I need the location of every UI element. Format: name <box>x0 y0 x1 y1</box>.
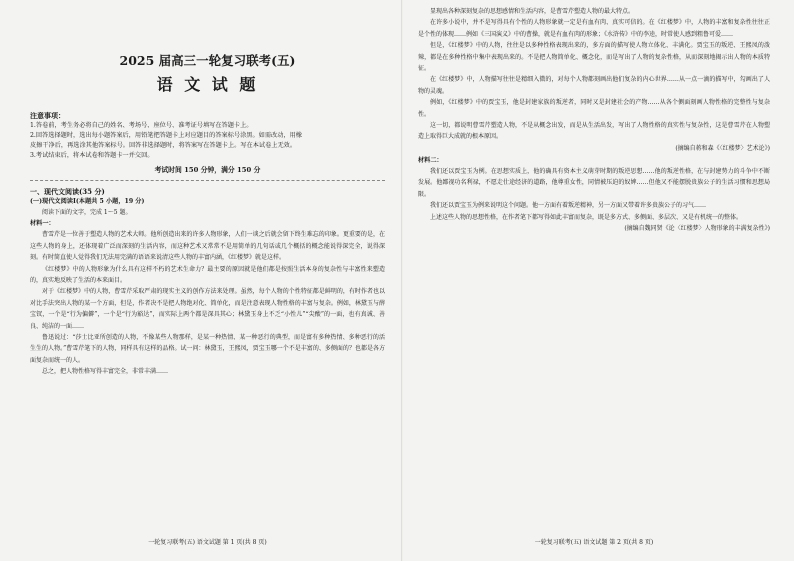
left-page <box>30 6 385 554</box>
note-line: 1.答卷前，考生务必将自己的姓名、考场号、座位号、准考证号填写在答题卡上。 <box>30 122 253 129</box>
right-page <box>418 6 770 554</box>
time-score-line: 考试时间 150 分钟，满分 150 分 <box>154 166 261 174</box>
paragraph: 曹雪芹是一位善于塑造人物的艺术大师。他所创造出来的许多人物形象，人们一谈之后就会留下终生难忘的印象。更重要的是，在这些人物的身上，还体现着广泛而深刻的生活内容，而这种艺术又常常不是用简单的几句话或几个概括的概念能说得深完全，说得深刻。有时简直使人觉得我们无法用完满的语语来说清这些人物的丰富内涵，《红楼梦》就是这样。 <box>30 231 385 262</box>
note-line: 3.考试结束后，将本试卷和答题卡一并交回。 <box>30 152 154 159</box>
paragraph: 《红楼梦》中的人物形象为什么具有这样不朽的艺术生命力？最主要的原因就是他们都是按照生活本身的复杂性与丰富性来塑造的，真实地反映了生活的本来面目。 <box>30 265 385 285</box>
note-line: 2.回答选择题时，选出每小题答案后，用铅笔把答题卡上对应题目的答案标号涂黑。如需改动，用橡 <box>30 132 302 139</box>
paragraph: 对于《红楼梦》中的人物，曹雪芹采取严肃的现实主义的创作方法来处理。虽然，每个人物的个性特征都是鲜明的，有时作者也以对比手法突出人物的某一个方面，但是，作者决不是把人物绝对化、简单化，而是注意表现人物性格的丰富与复杂。例如，林黛玉与薛宝钗，一个是“行为偏僻”，一个是“行为豁达”，而实际上两个都是深具其心；林黛玉身上不乏“小性儿”“尖酸”的一面，也有真诚、善良、纯洁的一面…… <box>30 288 385 330</box>
paragraph: 这一切，都说明曹雪芹塑造人物，不是从概念出发，而是从生活出发，写出了人物性格的真实性与复杂性，这是曹雪芹在人物塑造上取得巨大成就的根本原因。 <box>418 122 770 141</box>
paragraph: 但是，《红楼梦》中的人物，往往是以多种性格表现出来的，多方面的描写使人物立体化、丰满化。贾宝玉的叛逆、王熙凤的泼辣，都是在多种性格中集中表现出来的。不是把人物简单化、概念化，而是写出了人物的复杂性格，从而深刻地揭示出人物的本质特征。 <box>418 42 770 73</box>
divider <box>30 180 385 181</box>
page-footer: 一轮复习联考(五) 语文试题 第 2 页(共 8 页) <box>534 539 654 546</box>
material-label: 材料一： <box>30 220 55 228</box>
subsection-heading: (一)现代文阅读Ⅰ(本题共 5 小题，19 分) <box>30 198 145 205</box>
exam-title: 2025 届高三一轮复习联考(五) <box>119 53 296 68</box>
page-fold <box>401 0 403 561</box>
instruction: 阅读下面的文字，完成 1～5 题。 <box>42 209 132 216</box>
paragraph: 在许多小说中，并不是写得具有个性的人物形象就一定是有血有肉、真实可信的。在《红楼梦》中，人物的丰富和复杂性往往正是个性的体现……例如《三国演义》中的曹操，就是有血有肉的形象；《水浒传》中的李逵，时常使人感到粗鲁可爱…… <box>418 19 770 38</box>
notes-heading: 注意事项： <box>30 111 65 120</box>
page-footer: 一轮复习联考(五) 语文试题 第 1 页(共 8 页) <box>148 539 267 546</box>
material-label: 材料二： <box>418 156 443 164</box>
paragraph: 上述这些人物的思想性格，在作者笔下都写得如此丰富而复杂，既是多方式、多侧面、多层次、又是有机统一的整体。 <box>430 213 743 221</box>
paragraph: 例如，《红楼梦》中的贾宝玉，他是封建家族的叛逆者，同时又是封建社会的产物……从各个侧面刻画人物性格的完整性与复杂性。 <box>418 99 770 118</box>
note-line: 皮擦干净后，再选涂其他答案标号。回答非选择题时，将答案写在答题卡上。写在本试卷上无效。 <box>30 142 297 149</box>
paragraph: 在《红楼梦》中，人物描写往往是精细入微的，对每个人物都刻画出他们复杂的内心世界……从一点一滴的描写中，勾画出了人物的灵魂。 <box>418 76 770 95</box>
paragraph: 鲁迅说过：“莎士比亚所创造的人物，不像某些人物那样，是某一种热情、某一种恶行的典型，而是富有多种热情、多种恶行的活生生的人物。”曹雪芹笔下的人物，同样具有这样的品格。试一问：林黛玉，王熙凤，贾宝玉哪一个不是丰富的、多侧面的？也都是各方面复杂而统一的人。 <box>30 334 385 364</box>
paragraph: 我们还以贾宝玉为例。在思想实质上，他的确具有资本主义萌芽时期的叛逆思想……他的叛逆性格，在与封建势力的斗争中不断发展。他鄙视功名利禄，不愿走仕途经济的道路，他尊重女性，同情被压迫的奴婢……但他又不能摆脱贵族公子的生活习惯和思想局限。 <box>418 167 770 198</box>
subject-title: 语 文 试 题 <box>156 75 259 94</box>
source-citation: (摘编自魏同贤《论〈红楼梦〉人物形象的丰满复杂性》) <box>624 224 770 232</box>
section-heading: 一、现代文阅读(35 分) <box>30 187 105 196</box>
source-citation: (摘编自蒋和森《〈红楼梦〉艺术论》) <box>675 144 770 152</box>
paragraph: 我们还以贾宝玉为例来说明这个问题。他一方面有着叛逆精神，另一方面又带着许多贵族公子的习气…… <box>430 202 707 210</box>
paragraph: 显现出各种深刻复杂的思想感情和生活内容，是曹雪芹塑造人物的最大特点。 <box>430 8 635 15</box>
paragraph: 总之，把人物性格写得丰富完全，非常丰满…… <box>42 368 169 376</box>
